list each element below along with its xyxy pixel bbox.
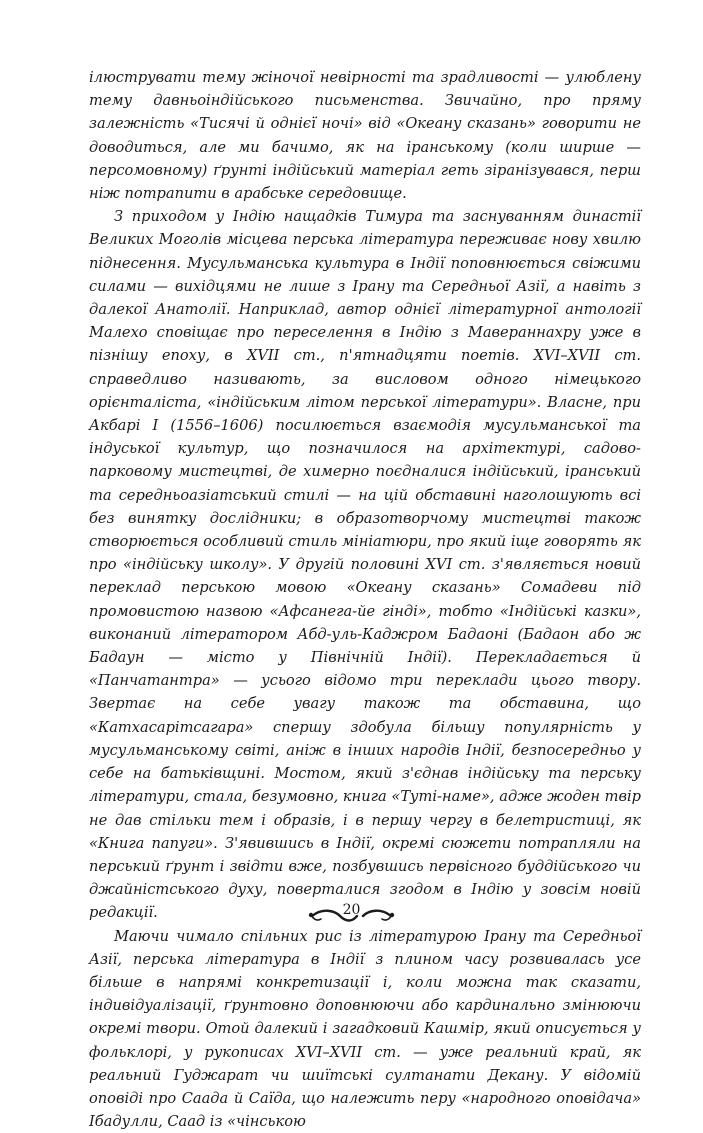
page-number: 20 — [342, 902, 361, 918]
paragraph-2: З приходом у Індію нащадків Тимура та заснуванням династії Великих Моголів місцева перська література переживає нову хвилю піднесення. Мусульманська культура в Індії поповнюється свіжими силами — вихідцями не лише з Ірану та Середньої Азії, а навіть з далекої Анатолії. Наприклад, автор однієї літературної антології Малехо сповіщає про переселення в Індію з Мавераннахру уже в пізнішу епоху, в XVII ст., п'ятнадцяти поетів. XVI–XVII ст. справедливо називають, за висловом одного німецького орієнталіста, «індійським літом перської літератури». Власне, при Акбарі І (1556–1606) посилюється взаємодія мусульманської та індуської культур, що позначилося на архітектурі, садово-парковому мистецтві, де химерно поєдналися індійський, іранський та середньоазіатський стилі — на цій обставині наголошують всі без винятку дослідники; в образотворчому мистецтві також створюється особливий стиль мініатюри, про який іще говорять як про «індійську школу». У другій половині XVI ст. з'являється новий переклад перською мовою «Океану сказань» Сомадеви під промовистою назвою «Афсанега-йе гінді», тобто «Індійські казки», виконаний літератором Абд-уль-Каджром Бадаоні (Бадаон або ж Бадаун — місто у Північній Індії). Перекладається й «Панчатантра» — усього відомо три переклади цього твору. Звертає на себе увагу також та обставина, що «Катхасарітсагара» спершу здобула більшу популярність у мусульманському світі, аніж в інших народів Індії, безпосередньо у себе на батьківщині. Мостом, який з'єднав індійську та перську літератури, стала, безумовно, книга «Туті-наме», адже жоден твір не дав стільки тем і образів, і в першу чергу в белетристиці, як «Книга папуги». З'явившись в Індії, окремі сюжети потрапляли на перський ґрунт і звідти вже, позбувшись первісного буддійського чи джайністського духу, поверталися згодом в Індію у зовсім новій редакції. — [89, 208, 641, 922]
paragraph-1: ілюструвати тему жіночої невірності та зрадливості — улюблену тему давньоіндійського письменства. Звичайно, про пряму залежність «Тисячі й однієї ночі» від «Океану сказань» говорити не доводиться, але ми бачимо, як на іранському (коли ширше — персомовному) ґрунті індійський матеріал геть зіранізувався, перш ніж потрапити в арабське середовище. — [89, 69, 641, 203]
body-text — [89, 66, 641, 1133]
paragraph-3: Маючи чимало спільних рис із літературою Ірану та Середньої Азії, перська література в Індії з плином часу розвивалась усе більше в напрямі конкретизації і, коли можна так сказати, індивідуалізації, ґрунтовно доповнюючи або кардинально змінюючи окремі твори. Отой далекий і загадковий Кашмір, який описується у фольклорі, у рукописах XVI–XVII ст. — уже реальний край, як реальний Гуджарат чи шиїтські султанати Декану. У відомій оповіді про Саада й Саїда, що належить перу «народного оповідача» Ібадулли, Саад із «чінською — [89, 927, 641, 1131]
